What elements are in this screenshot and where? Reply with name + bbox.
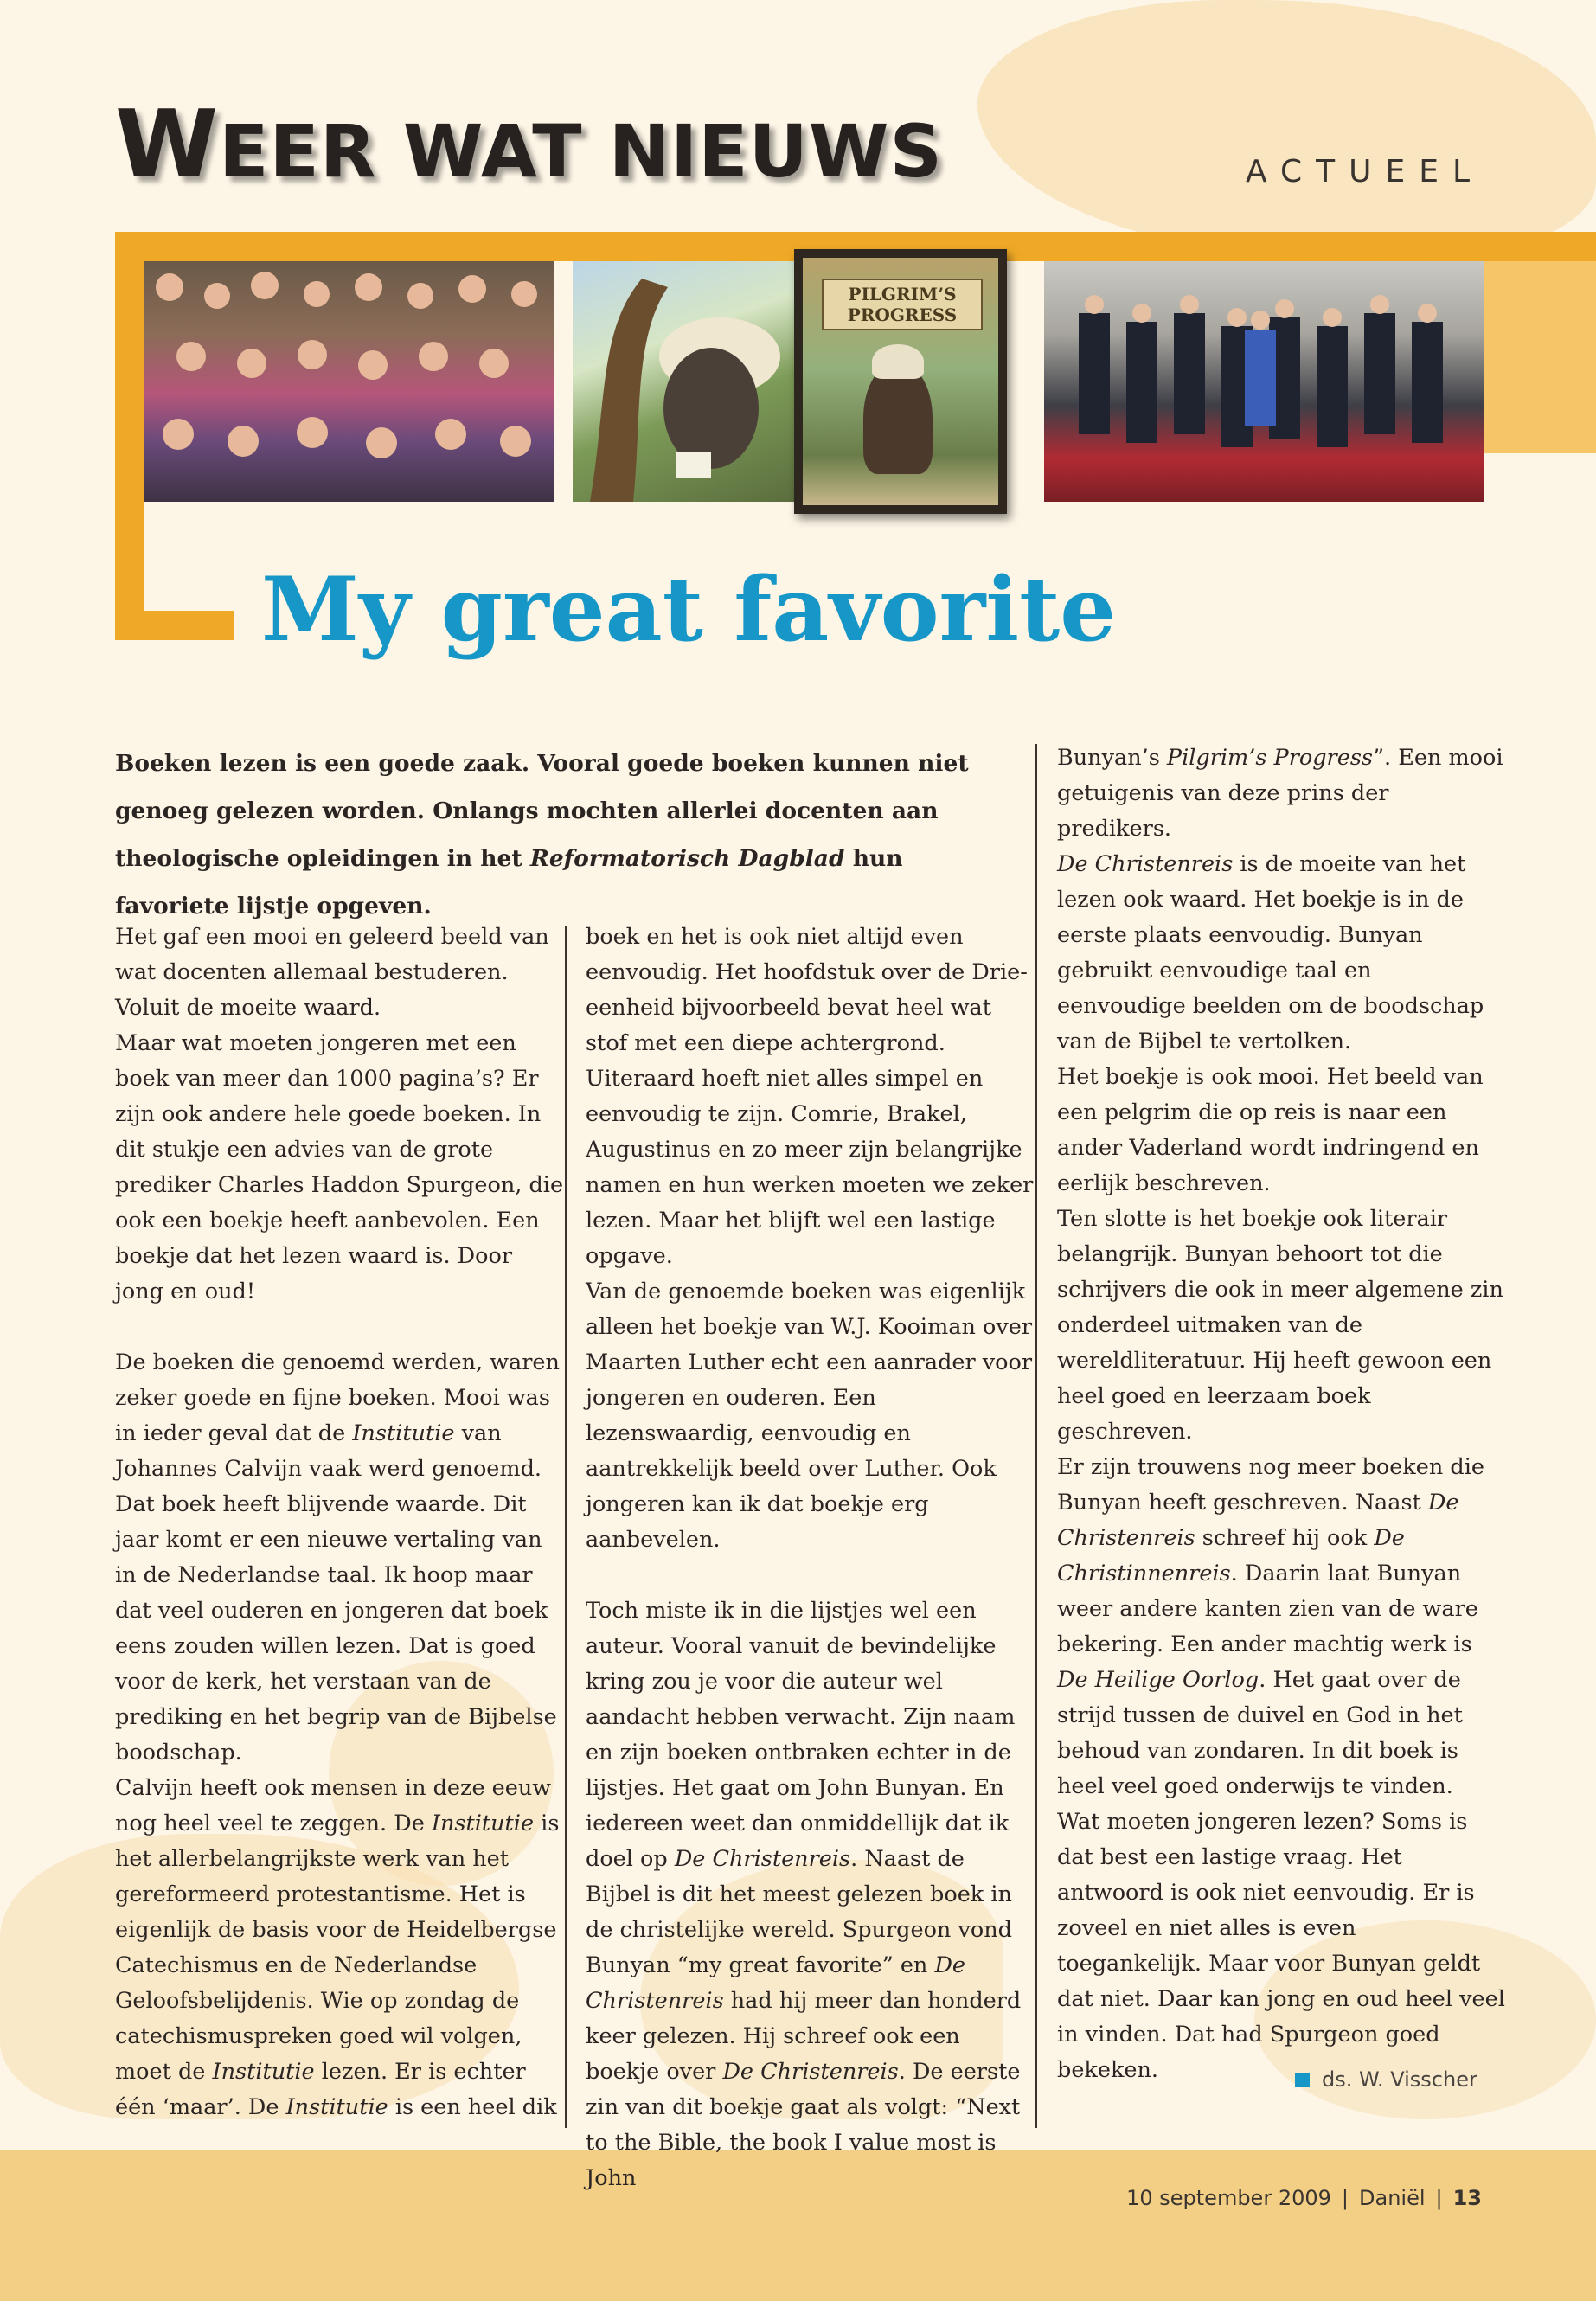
students-group-photo [144, 261, 554, 502]
paragraph: Bunyan’s Pilgrim’s Progress”. Een mooi getuigenis van deze prins der predikers. [1057, 745, 1503, 842]
article-title: My great favorite [261, 558, 1117, 662]
page-footer [1126, 2186, 1482, 2210]
paragraph: Van de genoemde boeken was eigenlijk alleen het boekje van W.J. Kooiman over Maarten Luther echt een aanrader voor jongeren en ouderen. Een lezenswaardig, eenvoudig en aantrekkelijk beeld over Luther. Ook jongeren kan ik dat boekje erg aanbevelen. [586, 1279, 1033, 1553]
orange-frame-bottom [115, 611, 234, 640]
paragraph: De Christenreis is de moeite van het lezen ook waard. Het boekje is in de eerste plaats eenvoudig. Bunyan gebruikt eenvoudige taal en eenvoudige beelden om de boodschap van de Bijbel te vertolken. [1057, 851, 1484, 1054]
orange-panel [1484, 261, 1596, 453]
footer-separator: | [1435, 2186, 1443, 2210]
section-label: ACTUEEL [1246, 154, 1484, 189]
paragraph: Uiteraard hoeft niet alles simpel en eenvoudig te zijn. Comrie, Brakel, Augustinus en zo meer zijn belangrijke namen en hun werken moeten we zeker lezen. Maar het blijft wel een lastige opgave. [586, 1066, 1034, 1269]
page-headline: WEER WAT NIEUWS [115, 91, 944, 199]
paragraph: Toch miste ik in die lijstjes wel een auteur. Vooral vanuit de bevindelijke kring zou je voor die auteur wel aandacht hebben verwacht. Zijn naam en zijn boeken ontbraken echter in de lijstjes. Het gaat om John Bunyan. En iedereen weet dan onmiddellijk dat ik doel op De Christenreis. Naast de Bijbel is dit het meest gelezen boek in de christelijke wereld. Spurgeon vond Bunyan “my great favorite” en De Christenreis had hij meer dan honderd keer gelezen. Hij schreef ook een boekje over De Christenreis. De eerste zin van dit boekje gaat als volgt: “Next to the Bible, the book I value most is John [586, 1598, 1022, 2191]
pilgrims-progress-book-cover [794, 249, 1007, 514]
issue-date: 10 september 2009 [1126, 2186, 1331, 2210]
paragraph: Het gaf een mooi en geleerd beeld van wat docenten allemaal bestuderen. Voluit de moeite waard. [115, 924, 549, 1021]
column-divider [565, 926, 567, 2128]
paragraph: Het boekje is ook mooi. Het beeld van een pelgrim die op reis is naar een ander Vaderland wordt indringend en eerlijk beschreven. [1057, 1064, 1484, 1196]
government-group-photo [1044, 261, 1484, 502]
text-column-3 [1057, 740, 1507, 2088]
book-cover-title: PILGRIM’S PROGRESS [822, 279, 983, 330]
article-lead: Boeken lezen is een goede zaak. Vooral goede boeken kunnen niet genoeg gelezen worden. Onlangs mochten allerlei docenten aan theologische opleidingen in het Reformatorisch Dagblad hun favoriete lijstje opgeven. [115, 750, 969, 920]
footer-separator: | [1341, 2186, 1349, 2210]
author-name: ds. W. Visscher [1322, 2067, 1477, 2092]
pilgrim-illustration [573, 261, 798, 502]
column-divider [1035, 744, 1037, 2128]
orange-frame-left [115, 232, 144, 640]
paragraph: Wat moeten jongeren lezen? Soms is dat best een lastige vraag. Het antwoord is ook niet eenvoudig. Er is zoveel en niet alles is even toegankelijk. Maar voor Bunyan geldt dat niet. Daar kan jong en oud heel veel in vinden. Dat had Spurgeon goed bekeken. [1057, 1809, 1505, 2083]
magazine-name: Daniël [1359, 2186, 1426, 2210]
text-column-2 [586, 920, 1035, 2196]
paragraph: boek en het is ook niet altijd even eenvoudig. Het hoofdstuk over de Drie-eenheid bijvoorbeeld bevat heel wat stof met een diepe achtergrond. [586, 924, 1028, 1056]
paragraph: Calvijn heeft ook mensen in deze eeuw nog heel veel te zeggen. De Institutie is het allerbelangrijkste werk van het gereformeerd protestantisme. Het is eigenlijk de basis voor de Heidelbergse Catechismus en de Nederlandse Geloofsbelijdenis. Wie op zondag de catechismuspreken goed wil volgen, moet de Institutie lezen. Er is echter één ‘maar’. De Institutie is een heel dik [115, 1775, 560, 2120]
paragraph: De boeken die genoemd werden, waren zeker goede en fijne boeken. Mooi was in ieder geval dat de Institutie van Johannes Calvijn vaak werd genoemd. Dat boek heeft blijvende waarde. Dit jaar komt er een nieuwe vertaling van in de Nederlandse taal. Ik hoop maar dat veel ouderen en jongeren dat boek eens zouden willen lezen. Dat is goed voor de kerk, het verstaan van de prediking en het begrip van de Bijbelse boodschap. [115, 1349, 560, 1766]
page-number: 13 [1452, 2186, 1482, 2210]
author-byline [1295, 2067, 1477, 2092]
paragraph: Ten slotte is het boekje ook literair belangrijk. Bunyan behoort tot die schrijvers die ook in meer algemene zin onderdeel uitmaken van de wereldliteratuur. Hij heeft gewoon een heel goed en leerzaam boek geschreven. [1057, 1206, 1503, 1445]
square-bullet-icon [1295, 2073, 1310, 2087]
text-column-1 [115, 920, 565, 2125]
world-map-decoration [977, 0, 1596, 260]
paragraph: Er zijn trouwens nog meer boeken die Bunyan heeft geschreven. Naast De Christenreis schreef hij ook De Christinnenreis. Daarin laat Bunyan weer andere kanten zien van de ware bekering. Een ander machtig werk is De Heilige Oorlog. Het gaat over de strijd tussen de duivel en God in het behoud van zondaren. In dit boek is heel veel goed onderwijs te vinden. [1057, 1454, 1484, 1799]
paragraph: Maar wat moeten jongeren met een boek van meer dan 1000 pagina’s? Er zijn ook andere hele goede boeken. In dit stukje een advies van de grote prediker Charles Haddon Spurgeon, die ook een boekje heeft aanbevolen. Een boekje dat het lezen waard is. Door jong en oud! [115, 1030, 564, 1304]
